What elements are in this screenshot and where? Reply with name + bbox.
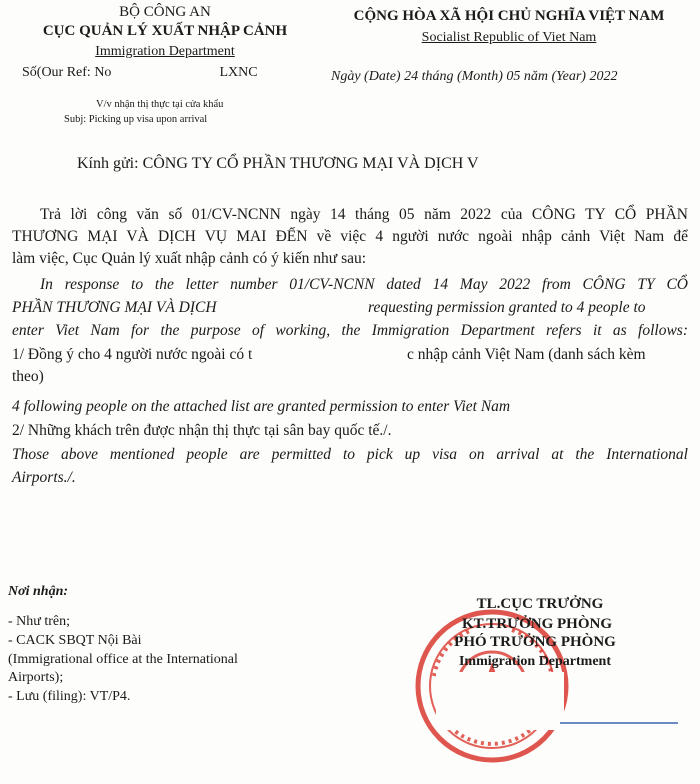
country-name: CỘNG HÒA XÃ HỘI CHỦ NGHĨA VIỆT NAM bbox=[353, 8, 665, 24]
reference-suffix: LXNC bbox=[219, 65, 258, 80]
item-1-part-b: c nhập cảnh Việt Nam (danh sách kèm bbox=[407, 346, 646, 363]
item-2-en-line-2: Airports./. bbox=[12, 469, 76, 486]
signature-department: Immigration Department bbox=[458, 654, 612, 669]
item-1-part-a: 1/ Đồng ý cho 4 người nước ngoài có t bbox=[12, 346, 253, 363]
recipient-item: (Immigrational office at the International bbox=[8, 652, 238, 667]
subject-vi: V/v nhận thị thực tại cửa khẩu bbox=[96, 99, 224, 110]
body-en-line-3: enter Viet Nam for the purpose of working, the Immigration Department refers it as follows: bbox=[12, 322, 688, 339]
body-vi-line-3: làm việc, Cục Quản lý xuất nhập cảnh có ý kiến như sau: bbox=[12, 250, 367, 267]
ministry-name: BỘ CÔNG AN bbox=[119, 4, 211, 20]
recipient-item: - Như trên; bbox=[8, 614, 71, 629]
body-en-line-2a: PHẦN THƯƠNG MẠI VÀ DỊCH bbox=[12, 299, 217, 316]
document-date: Ngày (Date) 24 tháng (Month) 05 năm (Year) 2022 bbox=[331, 69, 618, 84]
body-en-line-2b: requesting permission granted to 4 people to bbox=[368, 299, 646, 316]
salutation: Kính gửi: CÔNG TY CỔ PHẦN THƯƠNG MẠI VÀ DỊCH V bbox=[77, 155, 479, 172]
department-name: CỤC QUẢN LÝ XUẤT NHẬP CẢNH bbox=[42, 23, 288, 39]
item-1-part-c: theo) bbox=[12, 368, 44, 385]
department-name-en: Immigration Department bbox=[95, 44, 235, 58]
body-vi-line-1: Trả lời công văn số 01/CV-NCNN ngày 14 tháng 05 năm 2022 của CÔNG TY CỔ PHẦN bbox=[40, 206, 688, 223]
signature-title-1: TL.CỤC TRƯỞNG bbox=[476, 596, 604, 612]
reference-number bbox=[22, 65, 258, 81]
recipient-item: - CACK SBQT Nội Bài bbox=[8, 633, 142, 648]
item-2-en-line-1: Those above mentioned people are permitted to pick up visa on arrival at the International bbox=[12, 446, 688, 463]
recipient-item: Airports); bbox=[8, 670, 64, 685]
item-1-en: 4 following people on the attached list are granted permission to enter Viet Nam bbox=[12, 398, 511, 415]
signature-title-2: KT.TRƯỞNG PHÒNG bbox=[462, 616, 612, 632]
country-name-en: Socialist Republic of Viet Nam bbox=[421, 30, 597, 45]
body-en-line-1: In response to the letter number 01/CV-NCNN dated 14 May 2022 from CÔNG TY CỔ bbox=[40, 276, 688, 293]
recipient-item: - Lưu (filing): VT/P4. bbox=[8, 689, 131, 704]
signature-line bbox=[560, 722, 678, 724]
recipients-title: Nơi nhận: bbox=[8, 584, 69, 599]
redacted-area bbox=[436, 672, 564, 730]
reference-label: Số(Our Ref: No bbox=[22, 65, 112, 80]
subject-en: Subj: Picking up visa upon arrival bbox=[64, 114, 208, 125]
signature-title-3: PHÓ TRƯỞNG PHÒNG bbox=[454, 634, 616, 650]
body-vi-line-2: THƯƠNG MẠI VÀ DỊCH VỤ MAI ĐẾN về việc 4 người nước ngoài nhập cảnh Việt Nam để bbox=[12, 228, 688, 245]
item-2: 2/ Những khách trên được nhận thị thực tại sân bay quốc tế./. bbox=[12, 422, 392, 439]
